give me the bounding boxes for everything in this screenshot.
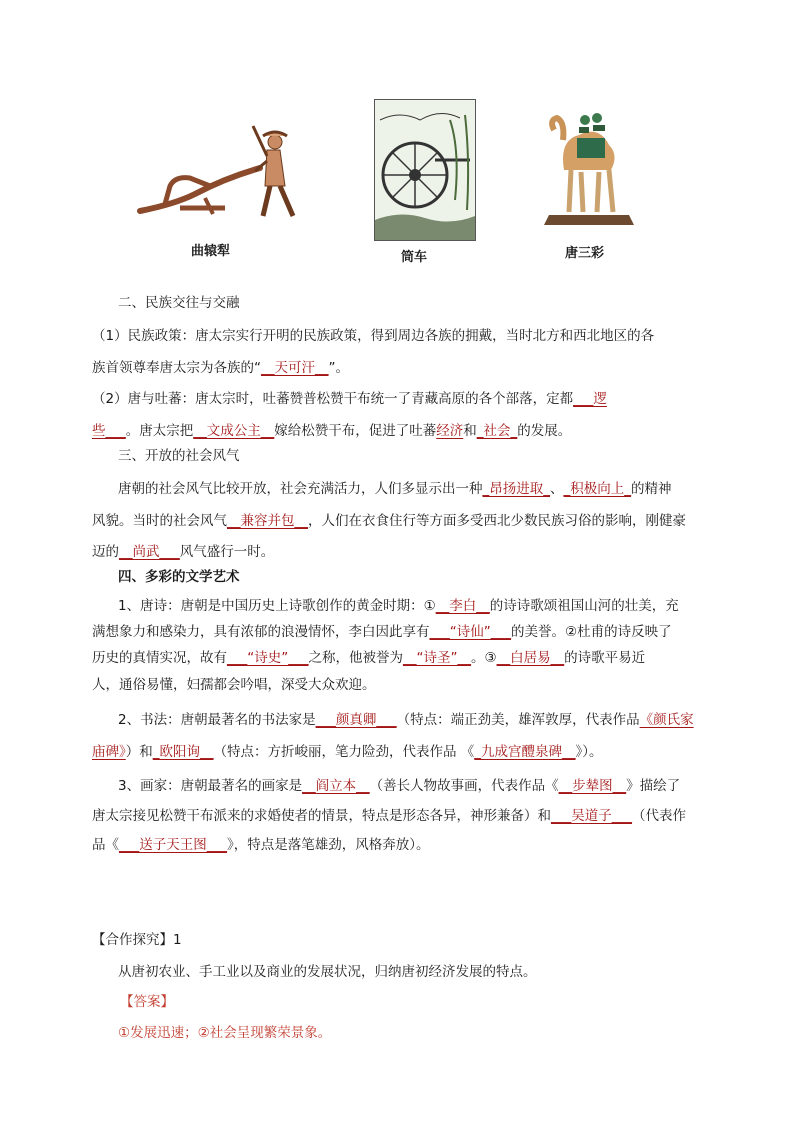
text: 唐太宗接见松赞干布派来的求婚使者的情景，特点是形态各异，神形兼备）和 [92, 808, 551, 824]
answer-luoxie-2: 些___ [92, 423, 126, 439]
answer-tiankehan: __天可汗__ [261, 360, 329, 376]
s4-painting-line2 [92, 801, 704, 831]
text: ）和 [125, 744, 153, 760]
text: 满想象力和感染力，具有浓郁的浪漫情怀，李白因此享有 [92, 624, 430, 640]
text: 之称，他被誉为 [308, 650, 403, 666]
answer-yanshi-1: 《颜氏家 [639, 712, 694, 728]
text: 》）。 [575, 744, 603, 760]
text: ，人们在衣食住行等方面多受西北少数民族习俗的影响，刚健豪 [308, 513, 686, 529]
answer-wencheng: __文成公主__ [193, 423, 275, 439]
answer-jianrong: __兼容并包__ [227, 513, 308, 529]
coop-title: 【合作探究】1 [92, 932, 182, 948]
s2-para1-line2 [92, 353, 704, 383]
answer-angyang: _昂扬进取_ [482, 481, 550, 497]
answer-shisheng: __“诗圣”__ [403, 650, 471, 666]
s4-poetry-line4: 人，通俗易懂，妇孺都会吟唱，深受大众欢迎。 [92, 677, 376, 693]
s4-painting-line1 [118, 771, 730, 801]
text: 唐朝的社会风气比较开放，社会充满活力，人们多显示出一种 [118, 481, 483, 497]
section-2-title: 二、民族交往与交融 [118, 295, 240, 311]
text: 。③ [471, 650, 497, 666]
text: 族首领尊奉唐太宗为各族的“ [92, 360, 261, 376]
answer-jiuchenggong: _九成宫醴泉碑__ [474, 744, 576, 760]
text: 、 [550, 481, 564, 497]
s4-poetry-line3 [92, 643, 704, 673]
answer-shixian: ___“诗仙”___ [429, 624, 511, 640]
s4-painting-line3 [92, 830, 704, 860]
answer-jiji: _积极向上_ [563, 481, 631, 497]
text: 和 [463, 423, 477, 439]
answer-wudaozi: ___吴道子___ [551, 808, 632, 824]
s4-calligraphy-line1 [118, 705, 730, 735]
plough-caption: 曲辕犁 [191, 244, 231, 259]
text: 1、唐诗：唐朝是中国历史上诗歌创作的黄金时期：① [118, 598, 436, 614]
sancai-illustration [539, 100, 636, 227]
text: 3、画家：唐朝最著名的画家是 [118, 778, 303, 794]
answer-libai: __李白__ [435, 598, 490, 614]
text: 的发展。 [517, 423, 572, 439]
text: ”。 [328, 360, 349, 376]
plough-illustration [135, 116, 300, 224]
answer-yanzhenqing: ___颜真卿___ [315, 712, 397, 728]
text: 的诗诗歌颂祖国山河的壮美，充 [489, 598, 679, 614]
text: 风气盛行一时。 [179, 544, 275, 560]
text: （2）唐与吐蕃：唐太宗时，吐蕃赞普松赞干布统一了青藏高原的各个部落，定都 [92, 391, 574, 407]
text: 》描绘了 [626, 778, 681, 794]
s4-calligraphy-line2 [92, 737, 704, 767]
section-4-title: 四、多彩的文学艺术 [118, 569, 240, 585]
text: 2、书法：唐朝最著名的书法家是 [118, 712, 316, 728]
section-3-title: 三、开放的社会风气 [118, 448, 240, 464]
text: （特点：方折峻丽，笔力险劲，代表作品 《 [213, 744, 475, 760]
text: （特点：端正劲美，雄浑敦厚，代表作品 [396, 712, 640, 728]
answer-label: 【答案】 [120, 994, 174, 1010]
s3-line2 [92, 506, 704, 536]
text: 的诗歌平易近 [564, 650, 646, 666]
waterwheel-caption: 筒车 [401, 250, 428, 265]
text: 的精神 [631, 481, 672, 497]
text: 迈的 [92, 544, 119, 560]
s2-p1a: （1）民族政策：唐太宗实行开明的民族政策，得到周边各族的拥戴，当时北方和西北地区的各 [92, 328, 655, 344]
answer-yanshi-2: 庙碑》 [92, 744, 126, 760]
text: 历史的真情实况，故有 [92, 650, 227, 666]
waterwheel-illustration [375, 100, 475, 240]
text: 。唐太宗把 [125, 423, 194, 439]
answer-shangwu: __尚武___ [119, 544, 180, 560]
answer-society: _社会_ [476, 423, 518, 439]
answer-baijuyi: __白居易__ [496, 650, 565, 666]
text: （善长人物故事画，代表作品《 [369, 778, 559, 794]
s2-para2-line1 [92, 384, 704, 414]
waterwheel-figure [374, 99, 476, 241]
coop-answer: ①发展迅速；②社会呈现繁荣景象。 [118, 1025, 332, 1041]
answer-ouyangxun: _欧阳询__ [152, 744, 214, 760]
s3-line1 [118, 474, 730, 504]
text: 》，特点是落笔雄劲，风格奔放）。 [227, 837, 430, 853]
answer-bunian: __步辇图__ [558, 778, 627, 794]
text: 嫁给松赞干布，促进了吐蕃 [274, 423, 437, 439]
answer-economy: 经济 [436, 423, 464, 439]
answer-luoxie-1: ___逻 [573, 391, 607, 407]
plough-figure [135, 116, 300, 224]
answer-yanliben: __阎立本__ [302, 778, 370, 794]
text: 风貌。当时的社会风气 [92, 513, 227, 529]
text: 的美誉。②杜甫的诗反映了 [511, 624, 672, 640]
s2-para1-line1 [92, 321, 704, 351]
answer-shishi: ___“诗史”___ [227, 650, 309, 666]
text: 品《 [92, 837, 119, 853]
coop-question: 从唐初农业、手工业以及商业的发展状况，归纳唐初经济发展的特点。 [118, 964, 537, 980]
answer-songzi: ___送子天王图___ [119, 837, 227, 853]
text: （代表作 [632, 808, 686, 824]
sancai-figure [539, 100, 636, 227]
sancai-caption: 唐三彩 [565, 246, 605, 261]
